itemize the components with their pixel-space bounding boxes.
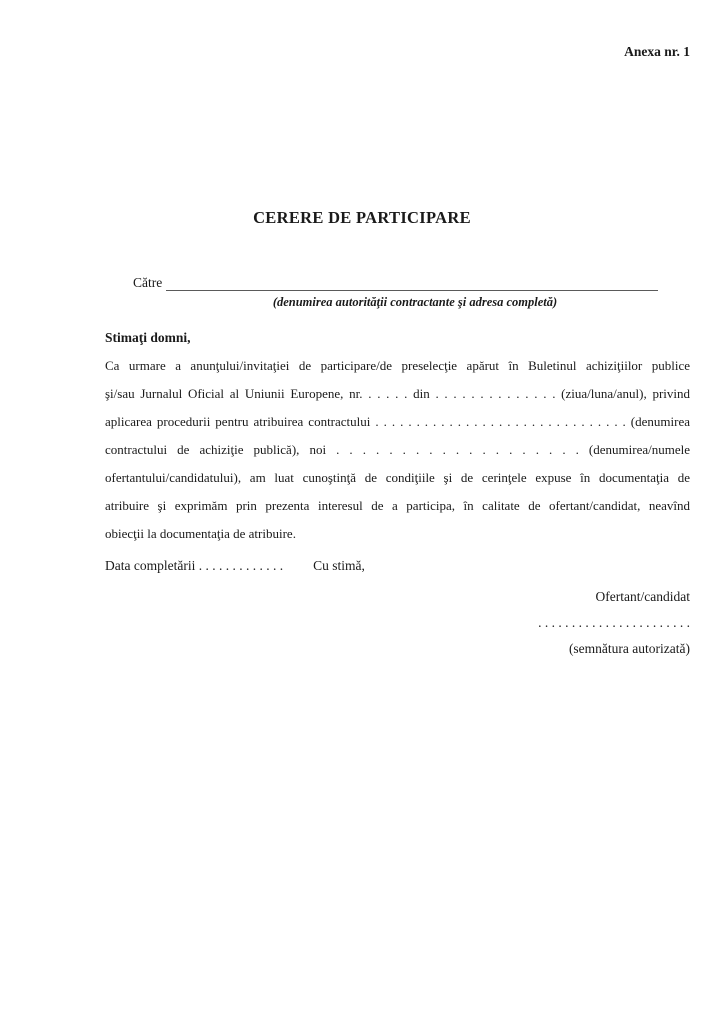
body-line: obiecţii la documentaţia de atribuire. [105,526,296,541]
completion-date-label: Data completării . . . . . . . . . . . . . [105,558,284,573]
greeting-line: Stimaţi domni, [105,330,191,345]
annex-label: Anexa nr. 1 [624,44,690,59]
addressee-caption: (denumirea autorităţii contractante şi adresa completă) [272,295,558,309]
addressee-blank-line [166,274,658,291]
body-line: şi/sau Jurnalul Oficial al Uniunii Europene, nr. . . . . . din . . . . . . . . . . . . . . (ziua/luna/anul), privind [105,386,690,401]
addressee-row [133,274,658,291]
addressee-label: Către [133,275,163,290]
body-line: Ca urmare a anunţului/invitaţiei de participare/de preselecţie apărut în Buletinul achiziţiilor publice [105,358,690,373]
page-title: CERERE DE PARTICIPARE [253,208,471,227]
closing-salutation: Cu stimă, [313,558,365,573]
date-and-closing-row [105,558,365,574]
body-line: ofertantului/candidatului), am luat cunoştinţă de condiţiile şi de cerinţele expuse în documentaţia de [105,470,690,485]
body-line: aplicarea procedurii pentru atribuirea contractului . . . . . . . . . . . . . . . . . . . . . . . . . . . . . . . (denumirea [105,414,690,429]
signature-block [538,584,690,662]
body-line: contractului de achiziţie publică), noi . . . . . . . . . . . . . . . . . . . (denumirea/numele [105,442,690,457]
signature-caption: (semnătura autorizată) [568,641,690,656]
letter-body [105,324,690,548]
body-line: atribuire şi exprimăm prin prezenta interesul de a participa, în calitate de ofertant/candidat, neavînd [105,498,690,513]
signature-dotted-line: . . . . . . . . . . . . . . . . . . . . . . . [538,615,690,630]
signature-role: Ofertant/candidat [595,589,690,604]
